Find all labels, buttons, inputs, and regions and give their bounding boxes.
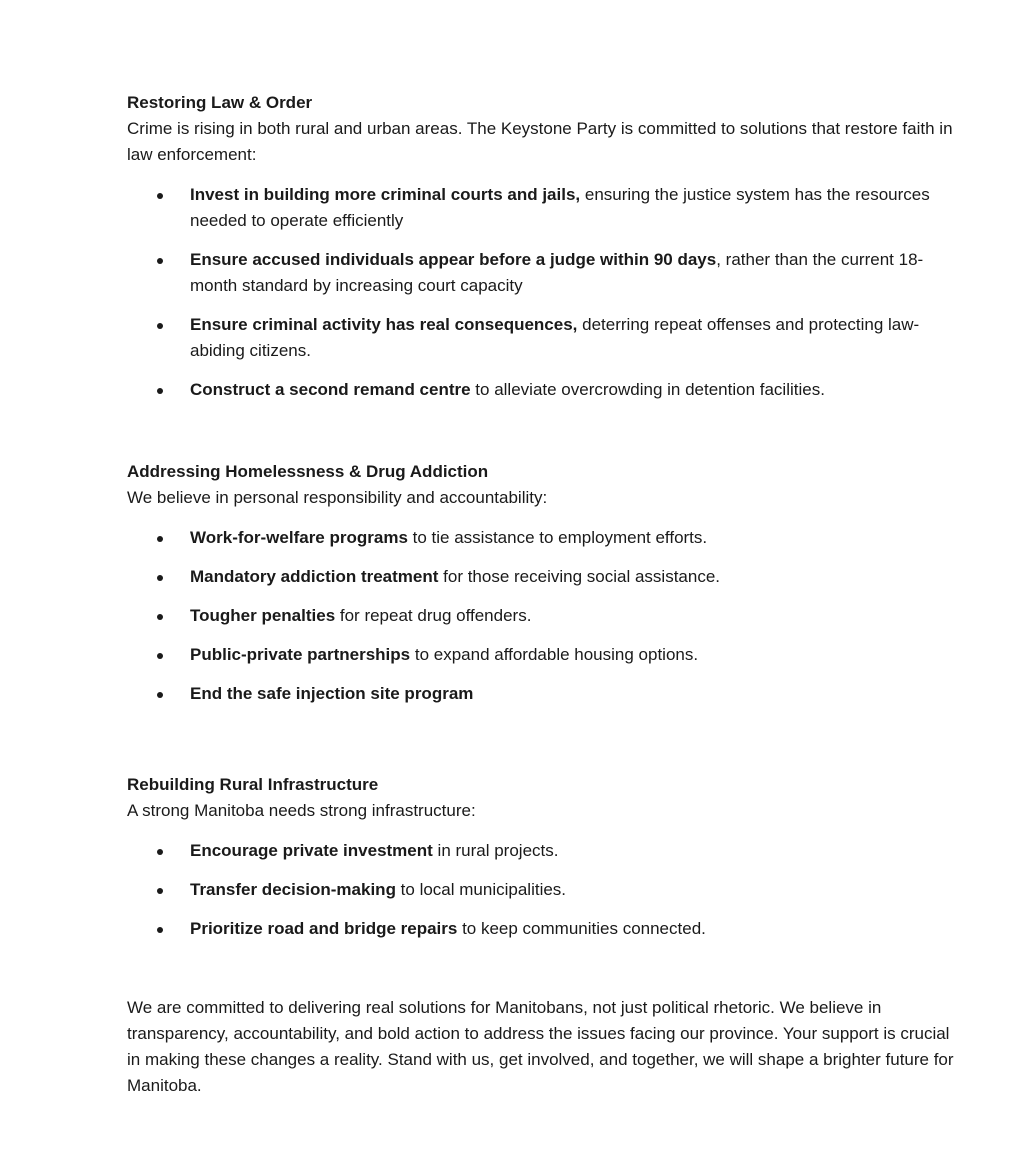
bullet-icon xyxy=(157,927,163,933)
list-item xyxy=(127,916,967,942)
list-item xyxy=(127,182,967,234)
list-item xyxy=(127,525,967,551)
document-page xyxy=(127,90,967,1099)
section-intro: We believe in personal responsibility and accountability: xyxy=(127,488,548,507)
item-text: for repeat drug offenders. xyxy=(335,606,532,625)
bullet-icon xyxy=(157,888,163,894)
section-heading: Addressing Homelessness & Drug Addiction xyxy=(127,462,489,481)
bullet-icon xyxy=(157,575,163,581)
item-text: to tie assistance to employment efforts. xyxy=(407,528,708,547)
section-heading: Rebuilding Rural Infrastructure xyxy=(127,775,379,794)
item-bold-text: Invest in building more criminal courts and jails, xyxy=(190,185,581,204)
item-text: deterring repeat offenses and protecting law-abiding citizens. xyxy=(190,315,920,360)
item-bold-text: End the safe injection site program xyxy=(190,684,474,703)
bullet-icon xyxy=(157,258,163,264)
list-item xyxy=(127,838,967,864)
bullet-icon xyxy=(157,536,163,542)
item-bold-text: Tougher penalties xyxy=(190,606,336,625)
bullet-icon xyxy=(157,193,163,199)
list-item xyxy=(127,603,967,629)
bullet-icon xyxy=(157,653,163,659)
list-item xyxy=(127,642,967,668)
bullet-list xyxy=(127,838,967,942)
bullet-list xyxy=(127,525,967,707)
item-text: in rural projects. xyxy=(432,841,559,860)
bullet-icon xyxy=(157,388,163,394)
item-bold-text: Mandatory addiction treatment xyxy=(190,567,439,586)
section-spacer xyxy=(127,416,967,459)
item-bold-text: Encourage private investment xyxy=(190,841,433,860)
item-bold-text: Ensure accused individuals appear before a judge within 90 days xyxy=(190,250,717,269)
section-spacer xyxy=(127,720,967,772)
bullet-icon xyxy=(157,849,163,855)
bullet-list xyxy=(127,182,967,403)
item-bold-text: Work-for-welfare programs xyxy=(190,528,408,547)
list-item xyxy=(127,312,967,364)
item-bold-text: Ensure criminal activity has real consequences, xyxy=(190,315,578,334)
list-item xyxy=(127,877,967,903)
item-text: to expand affordable housing options. xyxy=(410,645,699,664)
section-intro: A strong Manitoba needs strong infrastructure: xyxy=(127,801,476,820)
bullet-icon xyxy=(157,323,163,329)
item-bold-text: Public-private partnerships xyxy=(190,645,411,664)
item-text: ensuring the justice system has the resources needed to operate efficiently xyxy=(190,185,930,230)
section-heading: Restoring Law & Order xyxy=(127,93,313,112)
item-bold-text: Construct a second remand centre xyxy=(190,380,471,399)
item-bold-text: Transfer decision-making xyxy=(190,880,396,899)
bullet-icon xyxy=(157,614,163,620)
list-item xyxy=(127,377,967,403)
item-text: , rather than the current 18-month standard by increasing court capacity xyxy=(190,250,924,295)
item-bold-text: Prioritize road and bridge repairs xyxy=(190,919,458,938)
item-text: to local municipalities. xyxy=(395,880,567,899)
item-text: for those receiving social assistance. xyxy=(438,567,721,586)
section-rural-infrastructure xyxy=(127,772,967,942)
section-law-and-order xyxy=(127,90,967,403)
list-item xyxy=(127,564,967,590)
bullet-icon xyxy=(157,692,163,698)
list-item xyxy=(127,247,967,299)
section-intro: Crime is rising in both rural and urban areas. The Keystone Party is committed to solutions that restore faith in law enforcement: xyxy=(127,119,953,164)
item-text: to keep communities connected. xyxy=(457,919,706,938)
closing-paragraph: We are committed to delivering real solutions for Manitobans, not just political rhetoric. We believe in transparency, accountability, and bold action to address the issues facing our province. Your support is crucial in making these changes a reality. Stand with us, get involved, and together, we will shape a brighter future for Manitoba. xyxy=(127,998,954,1095)
list-item xyxy=(127,681,967,707)
section-spacer xyxy=(127,955,967,995)
section-homelessness-addiction xyxy=(127,459,967,707)
item-text: to alleviate overcrowding in detention facilities. xyxy=(470,380,825,399)
